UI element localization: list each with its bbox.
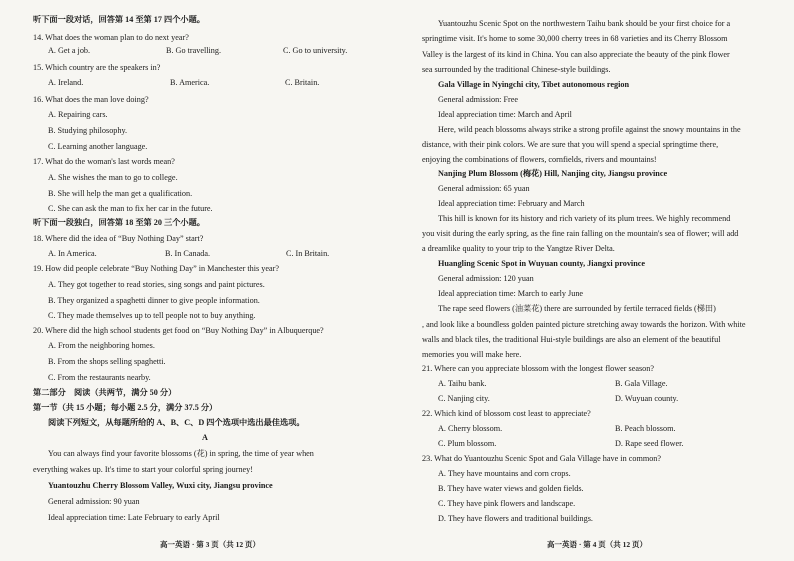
q23-option-a: A. They have mountains and corn crops.	[438, 469, 571, 478]
q18-option-c: C. In Britain.	[286, 249, 330, 258]
q16-option-c: C. Learning another language.	[48, 142, 148, 151]
nanjing-para-line3: a dreamlike quality to your trip to the Yangtze River Delta.	[422, 244, 615, 253]
gala-para-line3: enjoying the combinations of flowers, cornfields, rivers and mountains!	[422, 155, 657, 164]
q17-option-c: C. She can ask the man to fix her car in the future.	[48, 204, 213, 213]
yuantouzhu-title: Yuantouzhu Cherry Blossom Valley, Wuxi city, Jiangsu province	[48, 481, 273, 490]
q23-option-b: B. They have water views and golden fields.	[438, 484, 584, 493]
huangling-time: Ideal appreciation time: March to early June	[438, 289, 584, 298]
yuantouzhu-time: Ideal appreciation time: Late February to early April	[48, 513, 220, 522]
q20-option-b: B. From the shops selling spaghetti.	[48, 357, 166, 366]
q19-option-b: B. They organized a spaghetti dinner to give people information.	[48, 296, 260, 305]
huangling-para-line3: walls and black tiles, the traditional Hui-style buildings are also an element of the beautiful	[422, 335, 721, 344]
nanjing-para-line2: you visit during the early spring, as the fine rain falling on the mountain's sea of flower; will add	[422, 229, 739, 238]
nanjing-para-line1: This hill is known for its history and rich variety of its plum trees. We highly recommend	[438, 214, 731, 223]
q19-option-c: C. They made themselves up to tell people not to buy anything.	[48, 311, 256, 320]
q19-question: 19. How did people celebrate “Buy Nothing Day” in Manchester this year?	[33, 264, 280, 273]
q17-option-a: A. She wishes the man to go to college.	[48, 173, 178, 182]
listening-intro-14-17: 听下面一段对话，回答第 14 至第 17 四个小题。	[33, 15, 205, 24]
gala-para-line2: distance, with their pink colors. We are sure that you will spend a special springtime there,	[422, 140, 719, 149]
q16-option-a: A. Repairing cars.	[48, 110, 108, 119]
yuantouzhu-para-line3: Valley is the largest of its kind in China. You can also appreciate the beauty of the pink flower	[422, 50, 730, 59]
q21-question: 21. Where can you appreciate blossom with the longest flower season?	[422, 364, 654, 373]
huangling-para-line1: The rape seed flowers (油菜花) there are surrounded by fertile terraced fields (梯田)	[438, 304, 716, 313]
q20-question: 20. Where did the high school students get food on “Buy Nothing Day” in Albuquerque?	[33, 326, 324, 335]
huangling-para-line4: memories you will make here.	[422, 350, 522, 359]
footer-page-3: 高一英语 · 第 3 页（共 12 页）	[160, 540, 261, 549]
q22-option-a: A. Cherry blossom.	[438, 424, 503, 433]
q15-option-c: C. Britain.	[285, 78, 320, 87]
section1-instruction: 阅读下列短文，从每题所给的 A、B、C、D 四个选项中选出最佳选项。	[48, 418, 305, 427]
yuantouzhu-para-line1: Yuantouzhu Scenic Spot on the northwestern Taihu bank should be your first choice for a	[438, 19, 731, 28]
q14-option-a: A. Get a job.	[48, 46, 91, 55]
q20-option-c: C. From the restaurants nearby.	[48, 373, 151, 382]
q16-question: 16. What does the man love doing?	[33, 95, 149, 104]
gala-title: Gala Village in Nyingchi city, Tibet autonomous region	[438, 80, 630, 89]
q23-option-d: D. They have flowers and traditional buildings.	[438, 514, 593, 523]
q21-option-b: B. Gala Village.	[615, 379, 668, 388]
q18-option-b: B. In Canada.	[165, 249, 211, 258]
part2-heading: 第二部分 阅读（共两节，满分 50 分）	[33, 388, 177, 397]
footer-page-4: 高一英语 · 第 4 页（共 12 页）	[547, 540, 648, 549]
q19-option-a: A. They got together to read stories, sing songs and paint pictures.	[48, 280, 265, 289]
nanjing-title: Nanjing Plum Blossom (梅花) Hill, Nanjing city, Jiangsu province	[438, 169, 668, 178]
q23-question: 23. What do Yuantouzhu Scenic Spot and Gala Village have in common?	[422, 454, 662, 463]
yuantouzhu-para-line4: sea surrounded by the traditional Chinese-style buildings.	[422, 65, 611, 74]
passage-a-line1: You can always find your favorite blossoms (花) in spring, the time of year when	[48, 449, 314, 458]
listening-intro-18-20: 听下面一段独白，回答第 18 至第 20 三个小题。	[33, 218, 205, 227]
q15-question: 15. Which country are the speakers in?	[33, 63, 161, 72]
huangling-title: Huangling Scenic Spot in Wuyuan county, Jiangxi province	[438, 259, 646, 268]
nanjing-admission: General admission: 65 yuan	[438, 184, 530, 193]
yuantouzhu-para-line2: springtime visit. It's home to some 30,000 cherry trees in 68 varieties and its Cherry Blossom	[422, 34, 728, 43]
nanjing-time: Ideal appreciation time: February and March	[438, 199, 585, 208]
section1-heading: 第一节（共 15 小题；每小题 2.5 分，满分 37.5 分）	[33, 403, 218, 412]
q23-option-c: C. They have pink flowers and landscape.	[438, 499, 576, 508]
q15-option-a: A. Ireland.	[48, 78, 84, 87]
q17-question: 17. What do the woman's last words mean?	[33, 157, 175, 166]
huangling-para-line2: , and look like a boundless golden painted picture stretching away towards the horizon. With white	[422, 320, 746, 329]
q14-option-b: B. Go travelling.	[166, 46, 222, 55]
passage-a-line2: everything wakes up. It's time to start your colorful spring journey!	[33, 465, 253, 474]
q22-option-d: D. Rape seed flower.	[615, 439, 684, 448]
passage-label: A	[202, 433, 208, 442]
q18-question: 18. Where did the idea of “Buy Nothing Day” start?	[33, 234, 204, 243]
q17-option-b: B. She will help the man get a qualification.	[48, 189, 193, 198]
q22-option-b: B. Peach blossom.	[615, 424, 676, 433]
q14-question: 14. What does the woman plan to do next year?	[33, 33, 189, 42]
q18-option-a: A. In America.	[48, 249, 97, 258]
yuantouzhu-admission: General admission: 90 yuan	[48, 497, 140, 506]
q15-option-b: B. America.	[170, 78, 210, 87]
q14-option-c: C. Go to university.	[283, 46, 348, 55]
q22-question: 22. Which kind of blossom cost least to appreciate?	[422, 409, 591, 418]
q20-option-a: A. From the neighboring homes.	[48, 341, 155, 350]
huangling-admission: General admission: 120 yuan	[438, 274, 534, 283]
q21-option-d: D. Wuyuan county.	[615, 394, 679, 403]
q21-option-a: A. Taihu bank.	[438, 379, 487, 388]
q21-option-c: C. Nanjing city.	[438, 394, 490, 403]
gala-admission: General admission: Free	[438, 95, 519, 104]
gala-time: Ideal appreciation time: March and April	[438, 110, 572, 119]
gala-para-line1: Here, wild peach blossoms always strike a strong profile against the snowy mountains in the	[438, 125, 741, 134]
right-page	[397, 0, 794, 561]
q22-option-c: C. Plum blossom.	[438, 439, 497, 448]
q16-option-b: B. Studying philosophy.	[48, 126, 128, 135]
